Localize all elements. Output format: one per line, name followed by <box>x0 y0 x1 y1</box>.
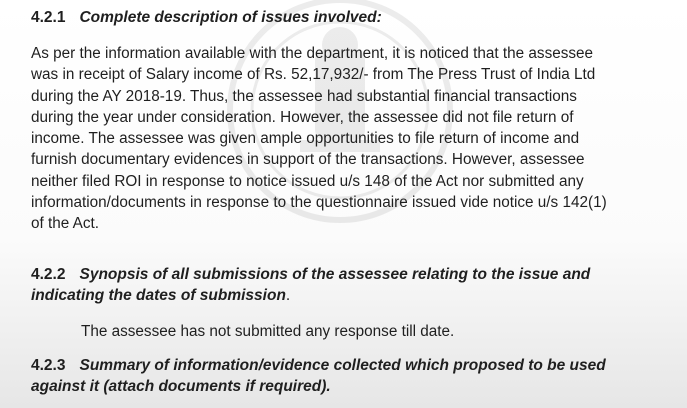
paragraph-line: neither filed ROI in response to notice issued u/s 148 of the Act nor submitted any <box>31 172 584 190</box>
section-title-line-1: Summary of information/evidence collected which proposed to be used <box>79 357 606 374</box>
section-heading-4-2-1 <box>31 7 382 28</box>
section-heading-4-2-2 <box>31 264 661 306</box>
paragraph-line: As per the information available with the department, it is noticed that the assessee <box>31 45 594 62</box>
section-number: 4.2.3 <box>31 357 66 374</box>
paragraph-line: furnish documentary evidences in support of the transactions. However, assessee <box>31 151 585 169</box>
paragraph-line: was in receipt of Salary income of Rs. 52,17,932/- from The Press Trust of India Ltd <box>31 66 596 84</box>
section-title-line-2: against it (attach documents if required). <box>31 378 331 395</box>
paragraph-line: during the AY 2018-19. Thus, the assessee had substantial financial transactions <box>31 87 577 105</box>
paragraph-line: during the year under consideration. However, the assessee did not file return of <box>31 108 574 126</box>
section-title-tail: . <box>285 287 291 304</box>
paragraph-line: of the Act. <box>31 215 100 233</box>
section-heading-4-2-3 <box>31 355 661 397</box>
issue-description-paragraph <box>31 43 661 235</box>
paragraph-line: information/documents in response to the questionnaire issued vide notice u/s 142(1) <box>31 194 607 212</box>
section-number: 4.2.1 <box>31 9 66 26</box>
section-title: Complete description of issues involved: <box>79 9 382 26</box>
section-number: 4.2.2 <box>31 266 66 283</box>
section-title-line-2: indicating the dates of submission <box>31 287 286 304</box>
paragraph-line: income. The assessee was given ample opportunities to file return of income and <box>31 130 580 148</box>
submission-statement: The assessee has not submitted any response till date. <box>81 323 455 340</box>
section-title-line-1: Synopsis of all submissions of the assessee relating to the issue and <box>79 266 591 283</box>
